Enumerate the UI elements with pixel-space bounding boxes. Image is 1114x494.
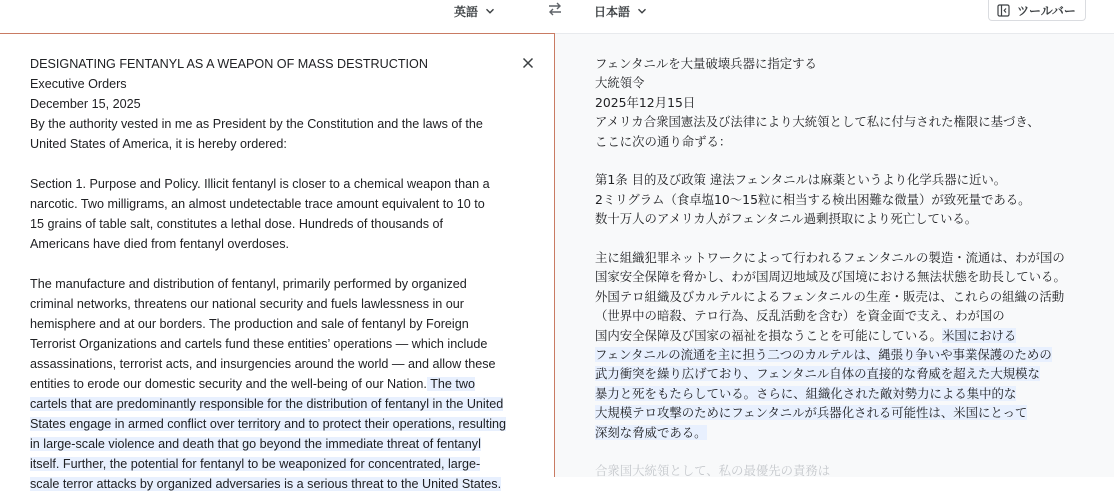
source-text-pane[interactable]: [0, 33, 555, 491]
panel-collapse-icon: [997, 4, 1010, 17]
highlighted-translation: 深刻な脅威である。: [595, 424, 707, 440]
paragraph-gap: [595, 442, 1095, 461]
toolbar-button[interactable]: [988, 0, 1086, 21]
translation-line-loading: 合衆国大統領として、私の最優先の責務は: [595, 463, 831, 479]
swap-languages-icon[interactable]: [546, 0, 564, 18]
source-language-selector[interactable]: [454, 0, 496, 22]
source-line: Executive Orders: [30, 77, 127, 91]
translation-line: [595, 364, 1095, 383]
source-title: DESIGNATING FENTANYL AS A WEAPON OF MASS DESTRUCTION: [30, 57, 428, 71]
translation-line: 数十万人のアメリカ人がフェンタニル過剰摂取により死亡している。: [595, 211, 978, 227]
toolbar-label: ツールバー: [1017, 3, 1076, 18]
source-line: Terrorist Organizations and cartels fund these entities’ operations — which include: [30, 337, 488, 351]
paragraph-gap: [595, 151, 1095, 170]
source-line: [30, 414, 525, 434]
source-line: criminal networks, threatens our national security and fuels lawlessness in our: [30, 297, 464, 311]
translation-line-part: 国内安全保障及び国家の福祉を損なうことを可能にしている。: [595, 327, 942, 343]
translation-line: 主に組織犯罪ネットワークによって行われるフェンタニルの製造・流通は、わが国の: [595, 250, 1065, 266]
source-line: hemisphere and at our borders. The production and sale of fentanyl by Foreign: [30, 317, 469, 331]
translation-line: 国家安全保障を脅かし、わが国周辺地域及び国境における無法状態を助長している。: [595, 269, 1066, 285]
highlighted-sentence: in large-scale violence and death that go beyond the immediate threat of fentanyl: [30, 437, 481, 451]
source-line: Americans have died from fentanyl overdoses.: [30, 237, 290, 251]
highlighted-translation: 大規模テロ攻撃のためにフェンタニルが兵器化される可能性は、米国にとって: [595, 405, 1028, 421]
source-line: assassinations, terrorist acts, and insurgencies around the world — and allow these: [30, 357, 496, 371]
source-line-part: entities to erode our domestic security and the well-being of our Nation.: [30, 377, 427, 391]
highlighted-sentence: States engage in armed conflict over territory and to protect their operations, resulting: [30, 417, 507, 431]
source-line: [30, 434, 525, 454]
highlighted-sentence: itself. Further, the potential for fentanyl to be weaponized for concentrated, large-: [30, 457, 481, 471]
highlighted-translation: フェンタニルの流通を主に担う二つのカルテルは、縄張り争いや事業保護のための: [595, 347, 1052, 363]
source-line: Section 1. Purpose and Policy. Illicit fentanyl is closer to a chemical weapon than a: [30, 177, 490, 191]
highlighted-sentence: scale terror attacks by organized adversaries is a serious threat to the United States.: [30, 477, 502, 491]
top-bar: [0, 0, 1114, 32]
source-line: United States of America, it is hereby ordered:: [30, 137, 287, 151]
translation-line: ここに次の通り命ずる：: [595, 133, 732, 149]
translation-line: [595, 326, 1095, 345]
translation-line: [595, 403, 1095, 422]
highlighted-translation: 暴力と死をもたらしている。さらに、組織化された敵対勢力による集中的な: [595, 385, 1017, 401]
translation-pane: [555, 33, 1114, 477]
translation-line: アメリカ合衆国憲法及び法律により大統領として私に付与された権限に基づき、: [595, 114, 1040, 130]
source-line: By the authority vested in me as President by the Constitution and the laws of the: [30, 117, 483, 131]
source-line: [30, 474, 525, 494]
translation-line: [595, 345, 1095, 364]
translation-line: 大統領令: [595, 75, 645, 91]
source-line: The manufacture and distribution of fentanyl, primarily performed by organized: [30, 277, 467, 291]
translation-line: （世界中の暗殺、テロ行為、反乱活動を含む）を資金面で支え、わが国の: [595, 308, 1005, 324]
paragraph-gap: [595, 229, 1095, 248]
source-line: narcotic. Two milligrams, an almost undetectable trace amount equivalent to 10 to: [30, 197, 485, 211]
source-line: [30, 454, 525, 474]
source-line: 15 grains of table salt, constitutes a lethal dose. Hundreds of thousands of: [30, 217, 444, 231]
highlighted-sentence: cartels that are predominantly responsible for the distribution of fentanyl in the United: [30, 397, 504, 411]
translation-line: [595, 384, 1095, 403]
translation-line: 2ミリグラム（食卓塩10〜15粒に相当する検出困難な微量）が致死量である。: [595, 191, 1031, 207]
target-language-selector[interactable]: [594, 0, 648, 22]
highlighted-translation: 米国における: [941, 327, 1017, 343]
source-line: December 15, 2025: [30, 97, 141, 111]
source-line: [30, 394, 525, 414]
translation-line: 2025年12月15日: [595, 94, 696, 110]
chevron-down-icon: [484, 5, 496, 17]
source-text[interactable]: [30, 54, 525, 494]
translation-line: 第1条 目的及び政策 違法フェンタニルは麻薬というより化学兵器に近い。: [595, 172, 1007, 188]
highlighted-sentence: The two: [426, 377, 475, 391]
target-language-label: 日本語: [594, 4, 631, 19]
paragraph-gap: [30, 254, 525, 274]
chevron-down-icon: [636, 5, 648, 17]
translation-text: [595, 54, 1095, 481]
paragraph-gap: [30, 154, 525, 174]
translation-line: [595, 423, 1095, 442]
translation-line: 外国テロ組織及びカルテルによるフェンタニルの生産・販売は、これらの組織の活動: [595, 288, 1065, 304]
translation-title: フェンタニルを大量破壊兵器に指定する: [595, 56, 817, 71]
source-line: [30, 374, 525, 394]
highlighted-translation: 武力衝突を繰り広げており、フェンタニル自体の直接的な脅威を超えた大規模な: [595, 366, 1040, 382]
source-language-label: 英語: [454, 4, 479, 19]
